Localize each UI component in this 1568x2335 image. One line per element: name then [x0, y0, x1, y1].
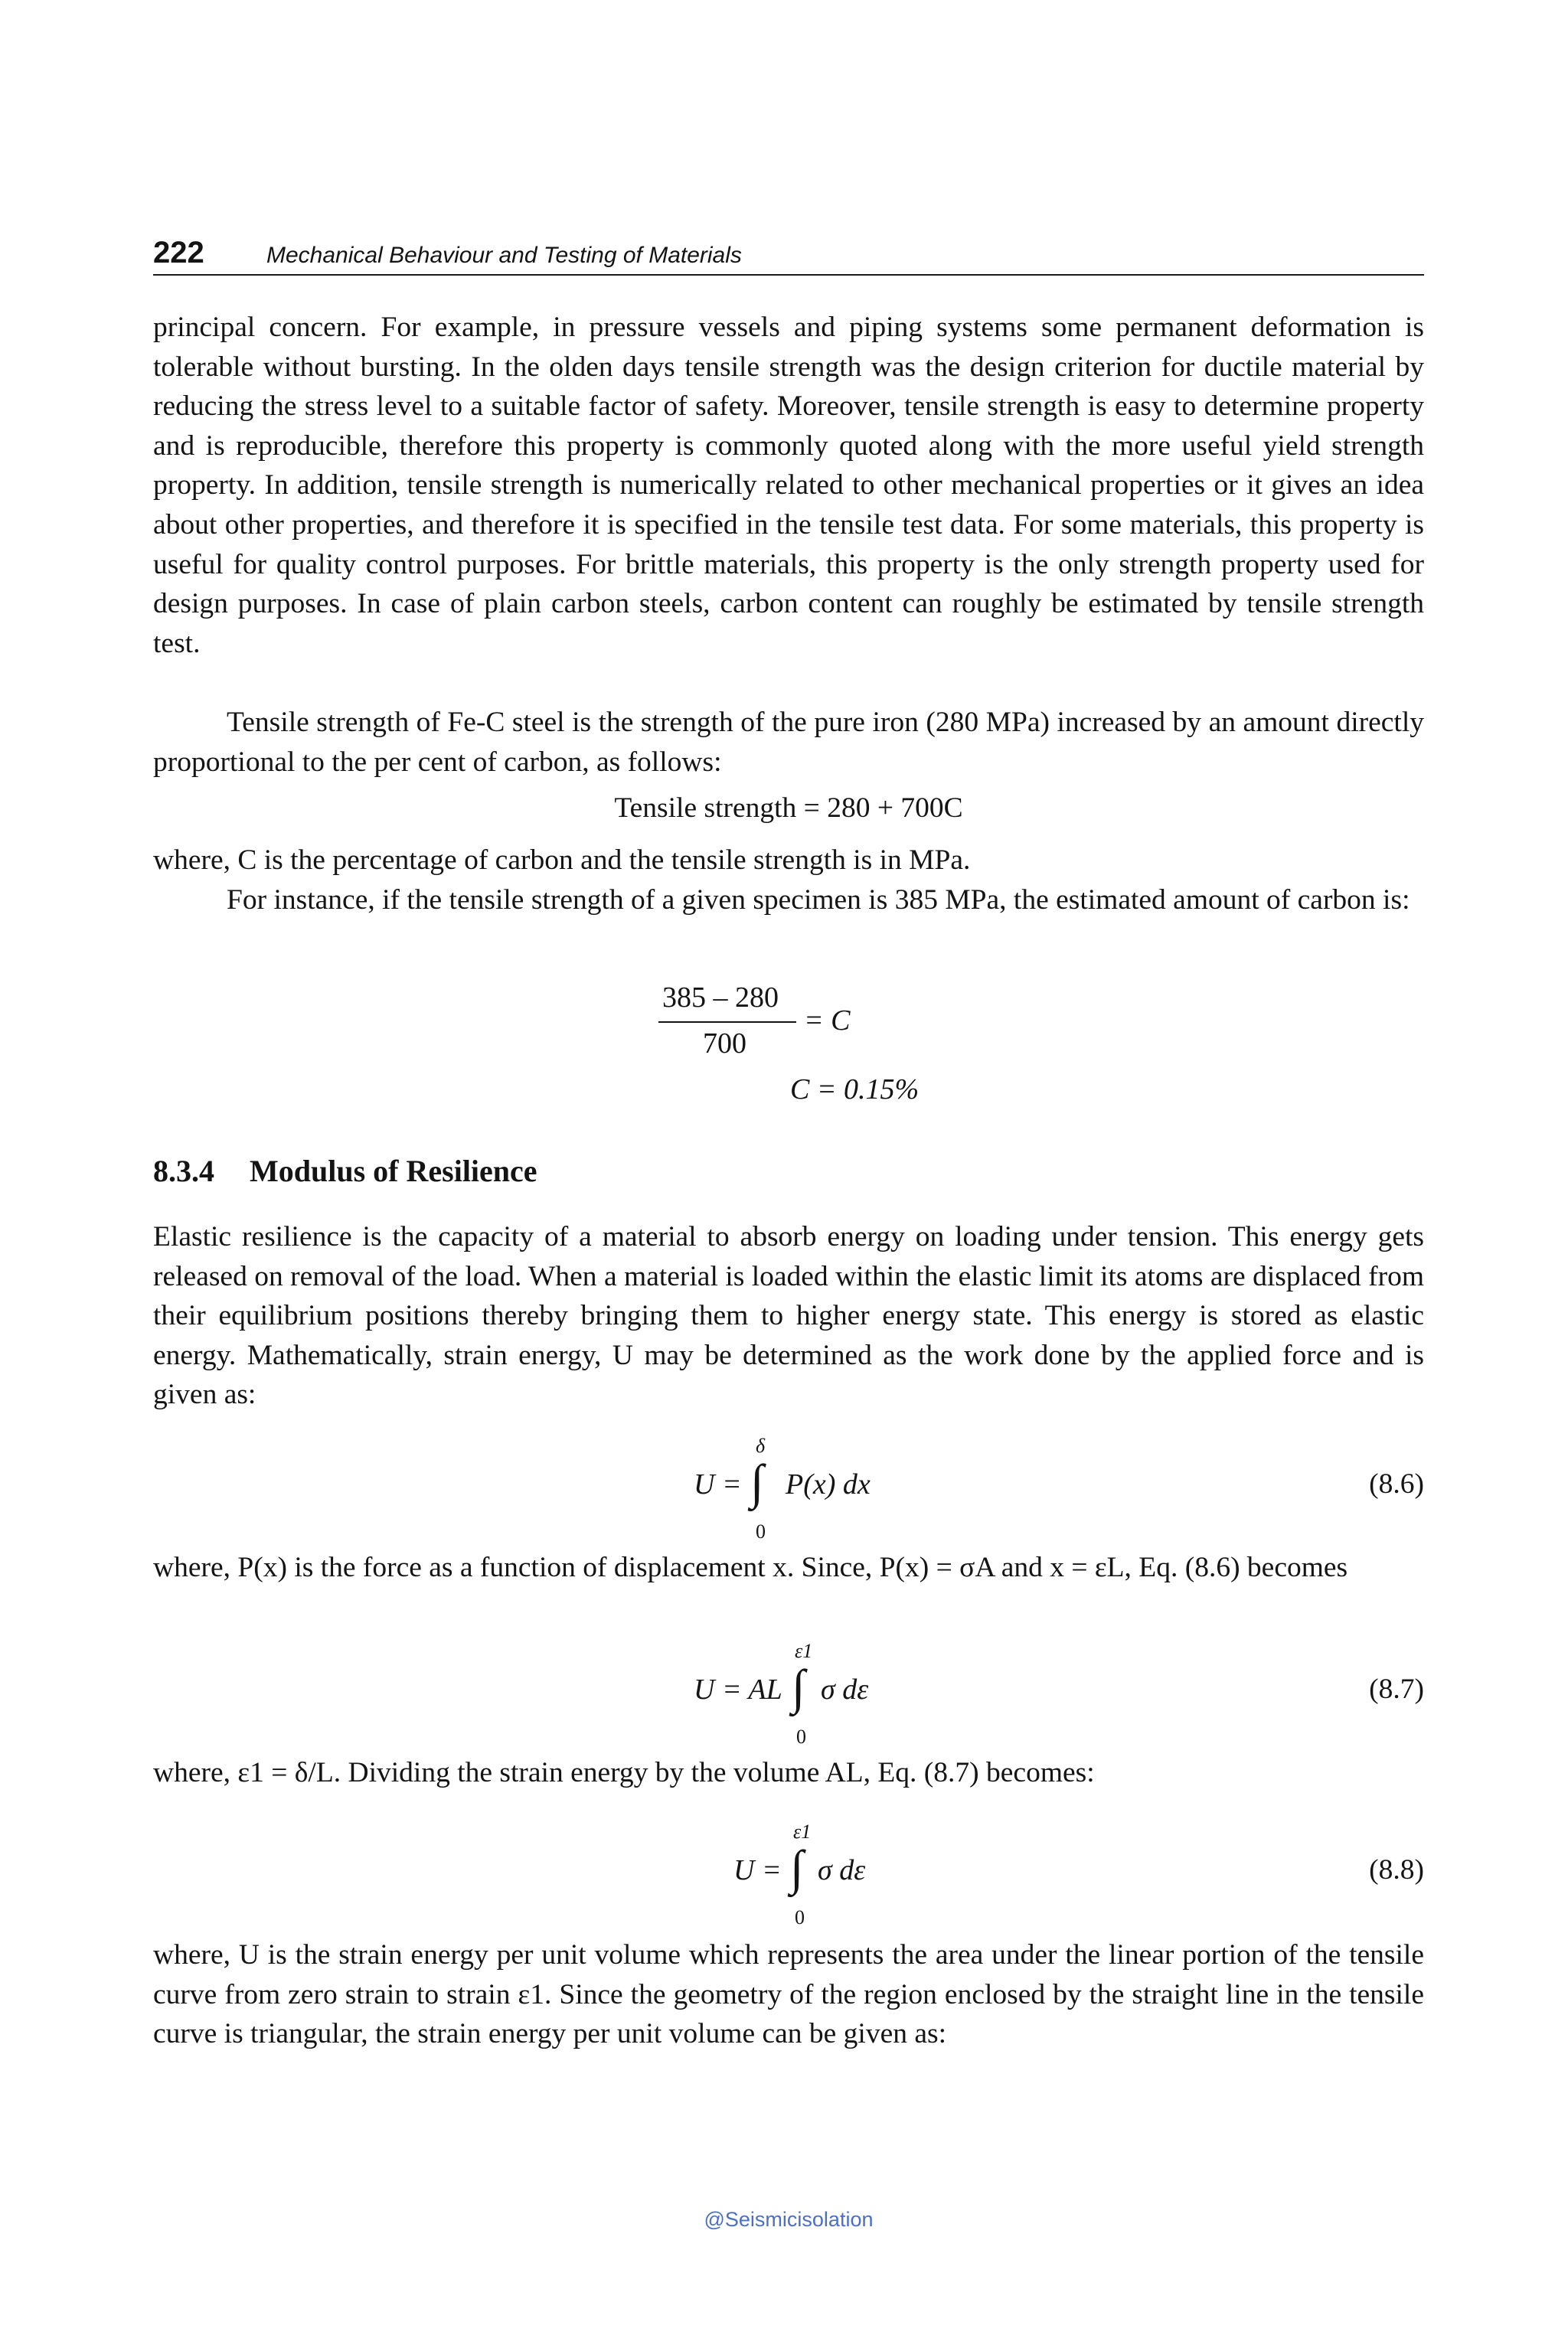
paragraph-fe-c-steel: Tensile strength of Fe-C steel is the strength of the pure iron (280 MPa) increased by an amount directly proportional to the per cent of carbon, as follows: — [153, 707, 1424, 778]
fraction-bar — [658, 1021, 796, 1023]
eq87-lower-limit: 0 — [796, 1726, 806, 1748]
eq86-upper-limit: δ — [756, 1435, 766, 1457]
paragraph-force-displacement: where, P(x) is the force as a function of displacement x. Since, P(x) = σA and x = εL, Eq. (8.6) becomes — [153, 1552, 1348, 1583]
eq87-integrand: σ dε — [821, 1674, 869, 1706]
fraction-denominator: 700 — [703, 1027, 746, 1060]
paragraph-tensile-strength-concern: principal concern. For example, in pressure vessels and piping systems some permanent deformation is tolerable without bursting. In the olden days tensile strength was the design criterion for ductile material by reducing the stress level to a suitable factor of safety. Moreover, tensile strength is easy to determine property and is reproducible, therefore this property is commonly quoted along with the more useful yield strength property. In addition, tensile strength is numerically related to other mechanical properties or it gives an idea about other properties, and therefore it is specified in the tensile test data. For some materials, this property is useful for quality control purposes. For brittle materials, this property is the only strength property used for design purposes. In case of plain carbon steels, carbon content can roughly be estimated by tensile strength test. — [153, 312, 1424, 659]
equation-number-8-8: (8.8) — [1369, 1854, 1424, 1886]
integral-sign: ∫ — [790, 1840, 804, 1895]
paragraph-for-instance: For instance, if the tensile strength of a given specimen is 385 MPa, the estimated amount of carbon is: — [227, 884, 1410, 916]
book-page — [153, 0, 1424, 2335]
integral-sign: ∫ — [792, 1660, 805, 1714]
page-number: 222 — [153, 236, 204, 269]
eq86-lhs: U = — [694, 1468, 742, 1501]
paragraph-elastic-resilience: Elastic resilience is the capacity of a material to absorb energy on loading under tension. This energy gets released on removal of the load. When a material is loaded within the elastic limit its atoms are displaced from their equilibrium positions thereby bringing them to higher energy state. This energy is stored as elastic energy. Mathematically, strain energy, U may be determined as the work done by the applied force and is given as: — [153, 1221, 1424, 1411]
equation-number-8-6: (8.6) — [1369, 1468, 1424, 1500]
eq88-lower-limit: 0 — [795, 1906, 805, 1928]
paragraph-dividing-strain-energy: where, ε1 = δ/L. Dividing the strain energy by the volume AL, Eq. (8.7) becomes: — [153, 1757, 1095, 1788]
paragraph-strain-energy-per-volume: where, U is the strain energy per unit volume which represents the area under the linear portion of the tensile curve from zero strain to strain ε1. Since the geometry of the region enclosed by the straight line in the tensile curve is triangular, the strain energy per unit volume can be given as: — [153, 1939, 1424, 2050]
integral-sign: ∫ — [750, 1455, 764, 1509]
eq87-upper-limit: ε1 — [795, 1640, 813, 1662]
fraction-rhs: = C — [804, 1004, 851, 1037]
eq88-upper-limit: ε1 — [793, 1821, 812, 1843]
page-header — [153, 234, 1424, 276]
eq88-lhs: U = — [733, 1854, 782, 1886]
eq88-integrand: σ dε — [818, 1854, 866, 1886]
watermark: @Seismicisolation — [704, 2208, 874, 2231]
equation-number-8-7: (8.7) — [1369, 1674, 1424, 1705]
section-heading — [153, 1151, 537, 1191]
section-title: Modulus of Resilience — [250, 1154, 537, 1188]
carbon-result: C = 0.15% — [790, 1073, 920, 1105]
section-number: 8.3.4 — [153, 1154, 214, 1188]
eq86-integrand: P(x) dx — [786, 1468, 871, 1501]
equation-tensile-strength: Tensile strength = 280 + 700C — [614, 792, 963, 824]
fraction-numerator: 385 – 280 — [662, 981, 779, 1014]
running-title: Mechanical Behaviour and Testing of Materials — [266, 243, 742, 268]
eq86-lower-limit: 0 — [756, 1520, 766, 1543]
paragraph-where-c: where, C is the percentage of carbon and the tensile strength is in MPa. — [153, 844, 971, 876]
eq87-lhs: U = AL — [694, 1674, 782, 1706]
